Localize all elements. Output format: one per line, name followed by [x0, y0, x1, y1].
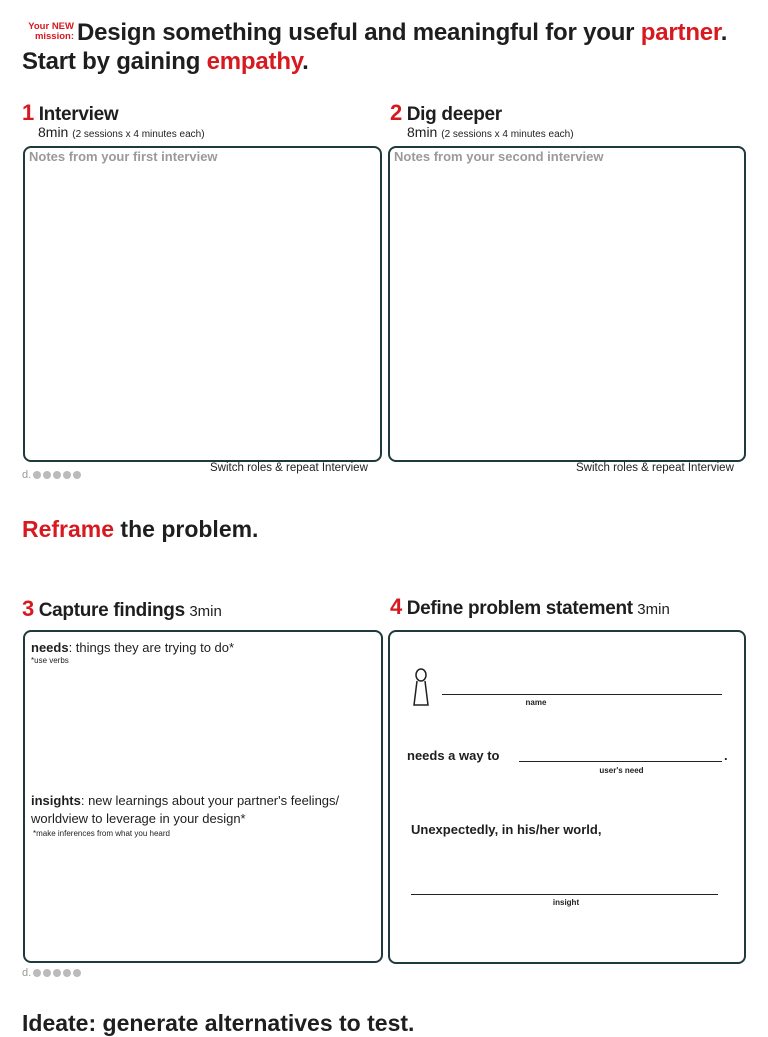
dig-deeper-notes-label: Notes from your second interview [394, 149, 604, 164]
name-label: name [525, 698, 547, 707]
reframe-rest: the problem. [114, 516, 259, 542]
section1-title: Interview [38, 104, 119, 125]
subtitle-period: . [302, 48, 309, 75]
logo-dot-icon [73, 471, 81, 479]
section1-time [38, 124, 205, 140]
dschool-logo [22, 967, 81, 979]
needs-note: *use verbs [31, 656, 69, 665]
logo-text: d. [22, 967, 32, 979]
logo-dot-icon [33, 969, 41, 977]
section1-footer: Switch roles & repeat Interview [210, 462, 368, 474]
cutoff-heading: Ideate: generate alternatives to test. [22, 1010, 415, 1036]
insights-note: *make inferences from what you heard [33, 829, 170, 838]
section4-number: 4 [390, 594, 403, 619]
insights-label: insights [31, 793, 81, 808]
insight-line[interactable] [411, 894, 718, 895]
name-line[interactable] [442, 694, 722, 695]
section2-number: 2 [390, 100, 403, 125]
section2-time-note: (2 sessions x 4 minutes each) [441, 129, 574, 140]
section2-footer: Switch roles & repeat Interview [576, 462, 734, 474]
section3-time: 3min [189, 603, 222, 620]
section1-heading [22, 100, 118, 126]
insights-prompt [31, 792, 376, 828]
section4-heading [390, 594, 670, 620]
person-icon [410, 668, 432, 708]
user-need-line[interactable] [519, 761, 722, 762]
logo-text: d. [22, 469, 32, 481]
insights-text: : new learnings about your partner's feelings/ worldview to leverage in your design* [31, 793, 340, 826]
section1-time-value: 8min [38, 124, 69, 140]
section4-title: Define problem statement [406, 598, 633, 619]
title-highlight-partner: partner [640, 19, 721, 46]
needs-period: . [724, 748, 728, 763]
insight-label: insight [552, 898, 580, 907]
subtitle-highlight-empathy: empathy [206, 48, 303, 75]
logo-dot-icon [43, 471, 51, 479]
needs-text: : things they are trying to do* [68, 640, 235, 655]
logo-dot-icon [53, 969, 61, 977]
section4-time: 3min [637, 601, 670, 618]
section2-title: Dig deeper [406, 104, 502, 125]
logo-dot-icon [43, 969, 51, 977]
title-period: . [720, 19, 728, 46]
unexpectedly-label: Unexpectedly, in his/her world, [411, 822, 602, 837]
section3-heading [22, 596, 222, 622]
section2-time [407, 124, 574, 140]
user-need-label: user's need [599, 766, 644, 775]
reframe-heading [22, 516, 258, 543]
dig-deeper-notes-box[interactable] [388, 146, 746, 462]
section1-time-note: (2 sessions x 4 minutes each) [72, 129, 205, 140]
section3-number: 3 [22, 596, 35, 621]
logo-dot-icon [63, 969, 71, 977]
section2-heading [390, 100, 502, 126]
interview-notes-box[interactable] [23, 146, 382, 462]
page-subtitle [22, 48, 309, 76]
capture-findings-box[interactable] [23, 630, 383, 963]
dschool-logo [22, 469, 81, 481]
problem-statement-box[interactable] [388, 630, 746, 964]
mission-tag-line1: Your NEW [28, 21, 74, 32]
logo-dot-icon [53, 471, 61, 479]
logo-dot-icon [33, 471, 41, 479]
subtitle-text: Start by gaining [22, 48, 207, 75]
needs-label: needs [31, 640, 69, 655]
interview-notes-label: Notes from your first interview [29, 149, 218, 164]
mission-tag [20, 22, 74, 42]
logo-dot-icon [73, 969, 81, 977]
needs-way-label: needs a way to [407, 748, 500, 763]
mission-tag-line2: mission: [34, 31, 74, 42]
title-text: Design something useful and meaningful for your [77, 19, 641, 46]
needs-prompt [31, 639, 234, 657]
page-title [77, 19, 727, 47]
logo-dot-icon [63, 471, 71, 479]
reframe-highlight: Reframe [22, 516, 115, 542]
section1-number: 1 [22, 100, 35, 125]
section3-title: Capture findings [38, 600, 185, 621]
section2-time-value: 8min [407, 124, 438, 140]
